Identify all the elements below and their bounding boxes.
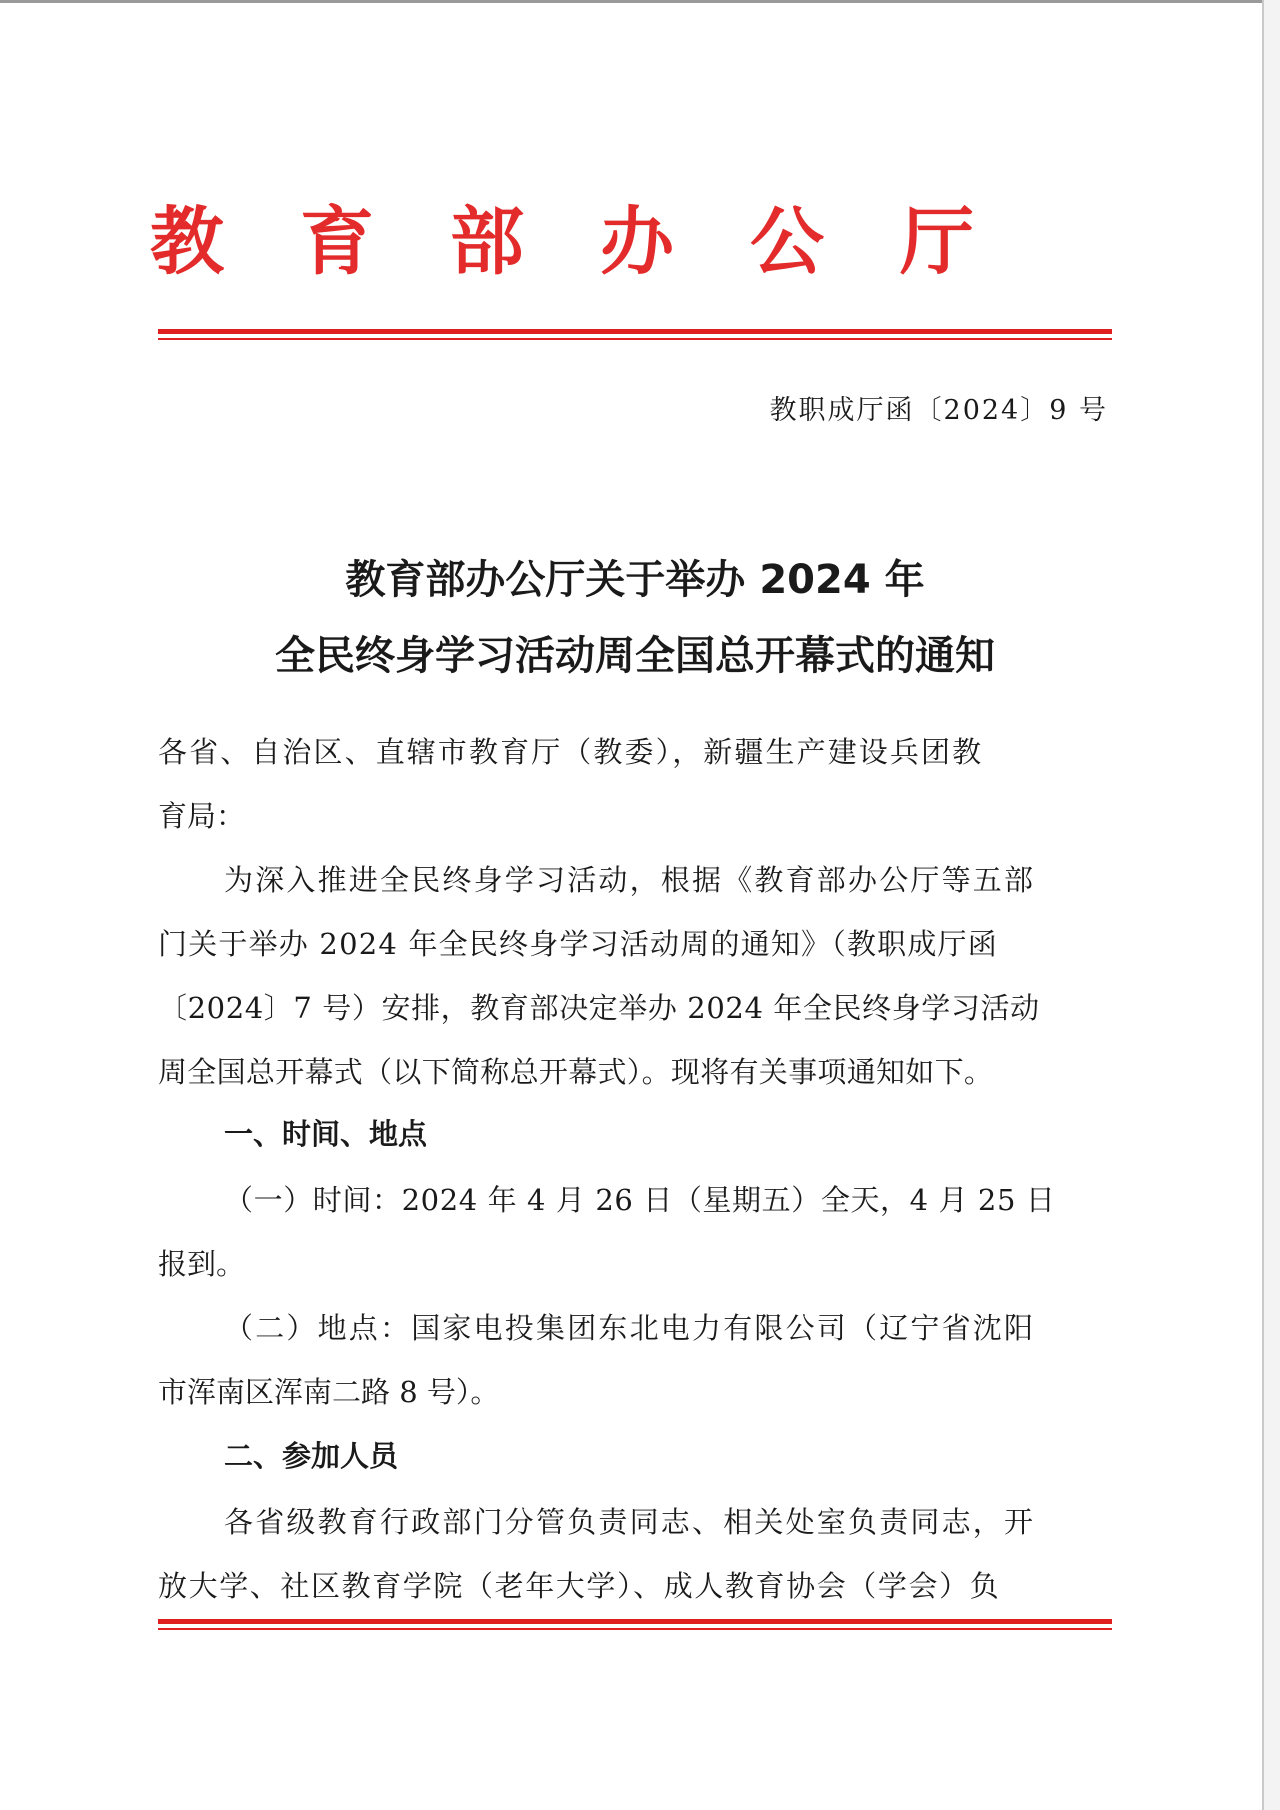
intro-line-1: 为深入推进全民终身学习活动，根据《教育部办公厅等五部	[224, 863, 1036, 897]
section-2-paragraph	[158, 1490, 1112, 1618]
scan-right-edge	[1262, 0, 1280, 1810]
intro-paragraph	[158, 848, 1112, 1104]
section-1-place	[158, 1296, 1112, 1424]
section-1-heading: 一、时间、地点	[224, 1117, 428, 1151]
participants-line-2: 放大学、社区教育学院（老年大学）、成人教育协会（学会）负	[158, 1569, 1001, 1603]
scan-top-edge	[0, 0, 1262, 3]
participants-line-1: 各省级教育行政部门分管负责同志、相关处室负责同志，开	[224, 1505, 1036, 1539]
red-double-rule-top	[158, 329, 1112, 340]
place-line-2: 市浑南区浑南二路 8 号）。	[158, 1375, 500, 1409]
time-line-2: 报到。	[158, 1247, 246, 1281]
place-line-1: （二）地点：国家电投集团东北电力有限公司（辽宁省沈阳	[224, 1311, 1036, 1345]
intro-line-2: 门关于举办 2024 年全民终身学习活动周的通知》（教职成厅函	[158, 927, 998, 961]
time-line-1: （一）时间：2024 年 4 月 26 日（星期五）全天，4 月 25 日	[224, 1183, 1056, 1217]
section-2-heading: 二、参加人员	[224, 1439, 399, 1473]
intro-line-3: 〔2024〕7 号）安排，教育部决定举办 2024 年全民终身学习活动	[158, 991, 1040, 1025]
issuer-header: 教育部办公厅	[150, 199, 1050, 285]
recipients-line-2: 育局：	[158, 799, 246, 833]
red-double-rule-bottom	[158, 1619, 1112, 1630]
title-line-2: 全民终身学习活动周全国总开幕式的通知	[275, 633, 995, 679]
title-line-1: 教育部办公厅关于举办 2024 年	[345, 557, 925, 603]
recipients-line-1: 各省、自治区、直辖市教育厅（教委），新疆生产建设兵团教	[158, 735, 984, 769]
document-number: 教职成厅函〔2024〕9 号	[769, 395, 1108, 426]
section-1-time	[158, 1168, 1112, 1296]
recipients-paragraph	[158, 720, 1112, 848]
intro-line-4: 周全国总开幕式（以下简称总开幕式）。现将有关事项通知如下。	[158, 1055, 994, 1089]
